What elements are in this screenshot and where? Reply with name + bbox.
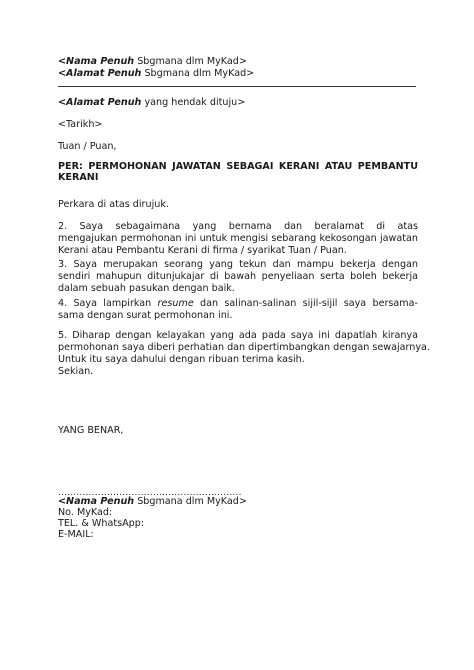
date-line: <Tarikh>	[58, 119, 103, 130]
paragraph-3-line-1: 3. Saya merupakan seorang yang tekun dan mampu bekerja dengan	[58, 259, 418, 270]
subject-line-1: PER: PERMOHONAN JAWATAN SEBAGAI KERANI ATAU PEMBANTU	[58, 161, 418, 172]
paragraph-2-line-3: Kerani atau Pembantu Kerani di firma / syarikat Tuan / Puan.	[58, 245, 347, 256]
paragraph-5-line-3: Untuk itu saya dahului dengan ribuan terima kasih.	[58, 354, 305, 365]
subject-line-2: KERANI	[58, 172, 99, 183]
paragraph-3-line-2: sendiri mahupun ditunjukajar di bawah penyeliaan serta boleh bekerja	[58, 271, 418, 282]
recipient-address-label: <Alamat Penuh	[58, 97, 142, 108]
paragraph-3-line-3: dalam sebuah pasukan dengan baik.	[58, 283, 235, 294]
paragraph-5-line-1: 5. Diharap dengan kelayakan yang ada pada saya ini dapatlah kiranya	[58, 330, 418, 341]
closing-line: YANG BENAR,	[58, 425, 124, 436]
paragraph-5	[58, 330, 430, 378]
paragraph-2	[58, 221, 418, 257]
paragraph-4-line-1-start: 4. Saya lampirkan	[58, 298, 158, 309]
signature-name-label: <Nama Penuh	[58, 496, 135, 507]
paragraph-5-line-4: Sekian.	[58, 366, 94, 377]
signature-dotted-line: ............................................................	[58, 488, 242, 498]
paragraph-2-line-2: mengajukan permohonan ini untuk mengisi sebarang kekosongan jawatan	[58, 233, 418, 244]
recipient-address-note: yang hendak dituju>	[144, 97, 246, 108]
sender-name-label: <Nama Penuh	[58, 56, 135, 67]
sender-name-line	[58, 56, 247, 68]
recipient-address-line	[58, 97, 245, 109]
paragraph-4-line-2: sama dengan surat permohonan ini.	[58, 310, 233, 321]
sender-address-line	[58, 68, 254, 80]
signature-name-note: Sbgmana dlm MyKad>	[137, 496, 247, 507]
paragraph-4-line-1	[58, 298, 418, 310]
opening-line: Perkara di atas dirujuk.	[58, 199, 169, 210]
paragraph-2-line-1: 2. Saya sebagaimana yang bernama dan beralamat di atas	[58, 221, 418, 232]
paragraph-4-line-1-end: dan salinan-salinan sijil-sijil saya bersama-	[193, 298, 418, 309]
signature-mykad: No. MyKad:	[58, 507, 113, 518]
signature-phone: TEL. & WhatsApp:	[58, 518, 145, 529]
resume-word: resume	[157, 298, 194, 309]
salutation: Tuan / Puan,	[58, 141, 117, 152]
signature-email: E-MAIL:	[58, 529, 94, 540]
paragraph-5-line-2: permohonan saya diberi perhatian dan dipertimbangkan dengan sewajarnya.	[58, 342, 430, 353]
sender-name-note: Sbgmana dlm MyKad>	[137, 56, 247, 67]
header-divider	[58, 86, 416, 87]
paragraph-3	[58, 259, 418, 295]
paragraph-4	[58, 298, 418, 322]
sender-address-label: <Alamat Penuh	[58, 68, 142, 79]
sender-address-note: Sbgmana dlm MyKad>	[144, 68, 255, 79]
